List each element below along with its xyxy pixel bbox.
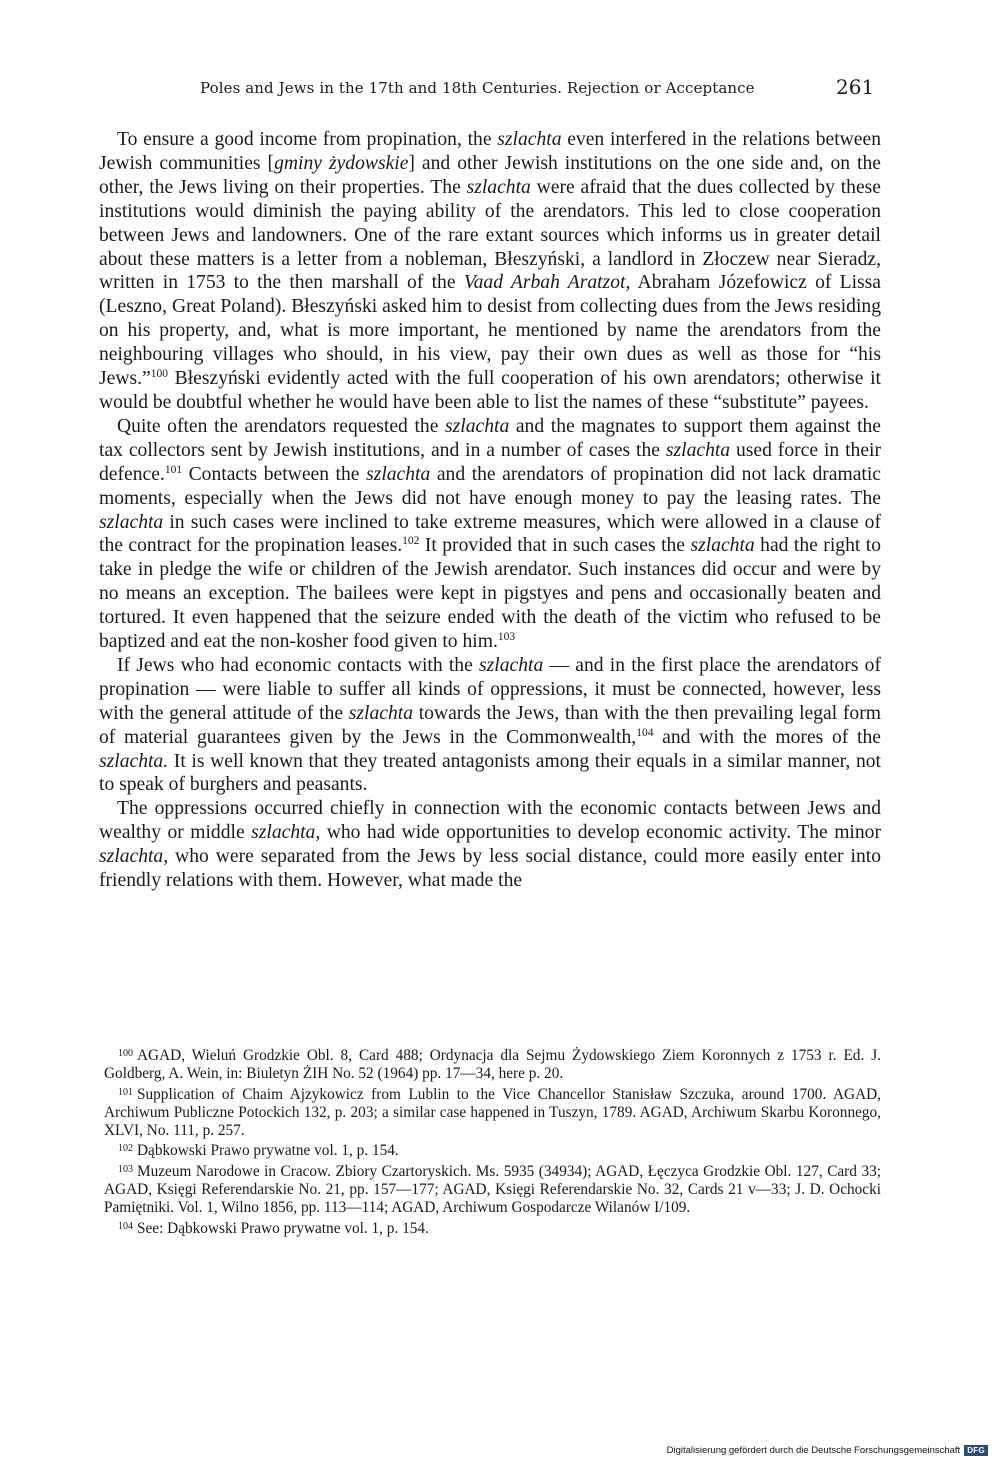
italic-term: szlachta [479, 654, 544, 676]
text-run: To ensure a good income from propination, the [117, 129, 498, 150]
italic-term: szlachta [366, 463, 431, 485]
italic-term: szlachta [99, 511, 164, 533]
text-run: who were separated from the Jews by less social distance, could more easily enter into friendly relations with them. However, what made the [99, 846, 881, 892]
text-run: Quite often the arendators requested the [117, 415, 446, 437]
text-run: even interfered in the relations between Jewish communities [ [99, 129, 881, 174]
italic-term: szlachta [665, 439, 731, 461]
page-number: 261 [836, 75, 875, 99]
italic-term: szlachta [445, 415, 510, 437]
text-run: and the arendators of propination did not lack dramatic moments, especially when the Jews did not have enough money to pay the leasing rates. The [99, 463, 881, 509]
italic-term: szlachta, [99, 846, 169, 868]
footnote-number: 101 [118, 1086, 133, 1098]
footnote-number: 102 [118, 1143, 133, 1155]
text-run: in such cases were inclined to take extreme measures, which were allowed in a clause of the contract for the propination leases. [99, 511, 881, 557]
footnote-text: Dąbkowski Prawo prywatne vol. 1, p. 154. [137, 1142, 399, 1160]
dfg-logo-icon: DFG [964, 1445, 988, 1456]
italic-term: szlachta [466, 176, 531, 198]
italic-term: szlachta [348, 702, 413, 724]
footnote-ref[interactable]: 101 [164, 463, 183, 476]
running-header: Poles and Jews in the 17th and 18th Centuries. Rejection or Acceptance [200, 79, 755, 97]
footnote-number: 100 [118, 1048, 133, 1059]
text-run: and the magnates to support them against the tax collectors sent by Jewish institutions, and in a number of cases the [99, 415, 882, 461]
footnote [104, 1140, 881, 1160]
text-run: Contacts between the [182, 463, 367, 485]
text-run: were afraid that the dues collected by these institutions would diminish the paying ability of the arendators. This led to close cooperation between Jews and landowners. One of the rare extant sources which informs us in greater detail about these matters is a letter from a nobleman, Błeszyński, a landlord in Złoczew near Sieradz, written in 1753 to the then marshall of the [99, 176, 881, 294]
text-run: Błeszyński evidently acted with the full cooperation of his own arendators; otherwise it would be doubtful whether he would have been able to list the names of these “substitute” payees. [99, 368, 881, 413]
footnote [104, 1218, 881, 1238]
italic-term: szlachta, [251, 822, 321, 844]
text-run: If Jews who had economic contacts with the [117, 654, 480, 676]
text-run: used force in their defence. [99, 439, 881, 485]
paragraph [99, 415, 881, 654]
text-run: towards the Jews, than with the then prevailing legal form of material guarantees given by the Jews in the Commonwealth, [99, 702, 881, 748]
credit-text: Digitalisierung gefördert durch die Deutsche Forschungsgemeinschaft [666, 1445, 961, 1456]
italic-term: szlachta. [99, 750, 169, 772]
footnote [104, 1084, 881, 1141]
text-run: had the right to take in pledge the wife or children of the Jewish arendator. Such instances did occur and were by no means an exception. The bailees were kept in pigstyes and pens and occasionally beaten and tortured. It even happened that the seizure ended with the death of the victim who refused to be baptized and eat the non-kosher food given to him. [99, 535, 882, 653]
footnote-ref[interactable]: 100 [150, 368, 168, 381]
text-run: and with the mores of the [653, 726, 881, 748]
paragraph [99, 128, 881, 415]
main-text [99, 128, 881, 893]
footnotes [104, 1045, 881, 1238]
text-run: — and in the first place the arendators of propination — were liable to suffer all kinds of oppressions, it must be connected, however, less with the general attitude of the [99, 654, 881, 724]
digitization-credit [667, 1445, 988, 1456]
footnote-ref[interactable]: 102 [402, 535, 420, 548]
text-run: The oppressions occurred chiefly in connection with the economic contacts between Jews and wealthy or middle [99, 798, 881, 844]
footnote-text: AGAD, Wieluń Grodzkie Obl. 8, Card 488; Ordynacja dla Sejmu Żydowskiego Ziem Koronnych z 1753 r. Ed. J. Goldberg, A. Wein, in: Biuletyn ŻIH No. 52 (1964) pp. 17—34, here p. 20. [104, 1047, 881, 1083]
text-run: It provided that in such cases the [419, 535, 691, 557]
footnote [104, 1161, 881, 1218]
italic-term: gminy żydowskie [274, 152, 409, 174]
italic-term: szlachta [690, 535, 755, 557]
footnote-text: Supplication of Chaim Ajzykowicz from Lublin to the Vice Chancellor Stanisław Szczuka, around 1700. AGAD, Archiwum Publiczne Potockich 132, p. 203; a similar case happened in Tuszyn, 1789. AGAD, Archiwum Skarbu Koronnego, XLVI, No. 111, p. 257. [104, 1085, 881, 1140]
text-run: It is well known that they treated antagonists among their equals in a similar manner, not to speak of burghers and peasants. [99, 750, 881, 796]
footnote-ref[interactable]: 104 [636, 726, 654, 739]
footnote [104, 1045, 881, 1084]
text-run: Abraham Józefowicz of Lissa (Leszno, Great Poland). Błeszyński asked him to desist from collecting dues from the Jews residing on his property, and, what is more important, he mentioned by name the arendators from the neighbouring villages who should, in his view, pay their own dues as well as those for “his Jews.” [99, 272, 881, 390]
footnote-text: Muzeum Narodowe in Cracow. Zbiory Czartoryskich. Ms. 5935 (34934); AGAD, Łęczyca Grodzkie Obl. 127, Card 33; AGAD, Księgi Referendarskie No. 21, pp. 157—177; AGAD, Księgi Referendarskie No. 32, Cards 21 v—33; J. D. Ochocki Pamiętniki. Vol. 1, Wilno 1856, pp. 113—114; AGAD, Archiwum Gospodarcze Wilanów I/109. [104, 1162, 881, 1217]
footnote-number: 104 [118, 1220, 133, 1232]
footnote-ref[interactable]: 103 [497, 631, 516, 644]
text-run: ] and other Jewish institutions on the one side and, on the other, the Jews living on their properties. The [99, 152, 881, 198]
paragraph [99, 654, 881, 797]
footnote-number: 103 [118, 1163, 133, 1175]
italic-term: szlachta [497, 129, 562, 150]
footnote-text: See: Dąbkowski Prawo prywatne vol. 1, p. 154. [137, 1219, 429, 1237]
text-run: who had wide opportunities to develop economic activity. The minor [320, 822, 881, 844]
italic-term: Vaad Arbah Aratzot, [463, 272, 631, 294]
paragraph [99, 797, 881, 893]
